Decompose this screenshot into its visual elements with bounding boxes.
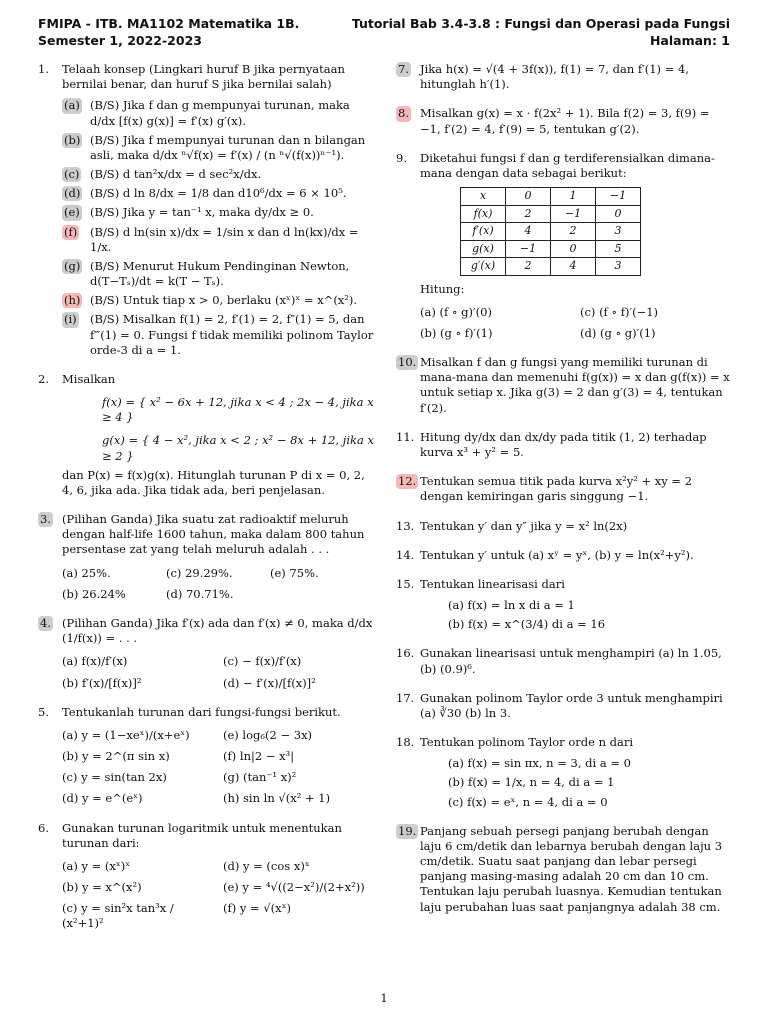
item-text: (B/S) d tan²x/dx = d sec²x/dx. — [90, 167, 262, 182]
table-cell: 0 — [506, 188, 551, 206]
item-label: (c) — [64, 167, 80, 182]
list-item — [62, 312, 374, 358]
problem-19 — [396, 824, 730, 915]
problem-number: 15. — [396, 576, 415, 591]
item-text: (B/S) Untuk tiap x > 0, berlaku (xˣ)ˣ = x^(x²). — [90, 293, 358, 308]
options — [62, 859, 374, 932]
page-number: 1 — [380, 990, 388, 1005]
option: (f) ln|2 − x³| — [223, 749, 295, 764]
table-cell: 0 — [596, 205, 641, 223]
piecewise-g: g(x) = { 4 − x², jika x < 2 ; x² − 8x + 12, jika x ≥ 2 } — [102, 433, 375, 463]
item-text: (B/S) Menurut Hukum Pendinginan Newton, d(T−Tₛ)/dt = k(T − Tₛ). — [90, 258, 350, 289]
item-text: (B/S) Jika f dan g mempunyai turunan, maka d/dx [f(x) g(x)] = f′(x) g′(x). — [90, 98, 350, 128]
table-cell: −1 — [596, 188, 641, 206]
problem-number: 6. — [38, 820, 49, 835]
table-cell: 3 — [596, 223, 641, 241]
option: (d) 70.71%. — [166, 586, 234, 601]
list-item: (a) f(x) = ln x di a = 1 — [448, 598, 575, 613]
option: (a) f(x)/f′(x) — [62, 654, 128, 669]
list-item: (a) f(x) = sin πx, n = 3, di a = 0 — [448, 756, 631, 771]
table-cell: 4 — [551, 258, 596, 276]
table-row — [461, 240, 641, 258]
problem-17 — [396, 691, 730, 721]
problem-8 — [396, 106, 730, 136]
problem-1 — [38, 62, 374, 358]
problem-7 — [396, 62, 730, 92]
table-cell: g(x) — [461, 240, 506, 258]
problem-number: 8. — [398, 106, 409, 121]
problem-number: 1. — [38, 62, 49, 76]
problem-text: Jika h(x) = √(4 + 3f(x)), f(1) = 7, dan f′(1) = 4, hitunglah h′(1). — [420, 62, 689, 92]
list-item — [62, 225, 374, 255]
problem-9 — [396, 151, 730, 341]
table-cell: g′(x) — [461, 258, 506, 276]
semester-label: Semester 1, 2022-2023 — [38, 33, 202, 48]
problem-4 — [38, 616, 374, 691]
problem-text: Gunakan polinom Taylor orde 3 untuk menghampiri (a) ∛30 (b) ln 3. — [420, 690, 723, 720]
item-label: (h) — [64, 293, 81, 308]
table-row — [461, 223, 641, 241]
item-text: (B/S) Jika f mempunyai turunan dan n bilangan asli, maka d/dx ⁿ√f(x) = f′(x) / (n ⁿ√(f(x))ⁿ⁻¹). — [90, 132, 366, 162]
option: (a) y = (1−xeˣ)/(x+eˣ) — [62, 727, 190, 742]
problem-number: 10. — [398, 355, 417, 370]
problem-number: 4. — [40, 615, 51, 630]
left-column — [38, 62, 374, 946]
problem-16 — [396, 646, 730, 676]
item-label: (b) — [64, 132, 81, 147]
item-label: (a) — [64, 98, 80, 113]
table-cell: x — [461, 188, 506, 206]
list-item — [62, 293, 374, 308]
table-cell: 2 — [506, 258, 551, 276]
options — [62, 654, 374, 690]
problem-text: Tentukan linearisasi dari — [420, 576, 565, 591]
problem-text: Gunakan turunan logaritmik untuk menentukan turunan dari: — [62, 820, 342, 850]
problem-number: 19. — [398, 823, 417, 838]
options — [420, 305, 730, 341]
problem-number: 2. — [38, 371, 49, 386]
list-item — [62, 205, 374, 220]
problem-15 — [396, 577, 730, 633]
problem-number: 12. — [398, 474, 417, 489]
problem-5 — [38, 705, 374, 807]
problem-text: Tentukanlah turunan dari fungsi-fungsi berikut. — [62, 704, 341, 719]
item-text: (B/S) Jika y = tan⁻¹ x, maka dy/dx ≥ 0. — [90, 205, 314, 220]
right-column — [396, 62, 730, 929]
option: (c) y = sin(tan 2x) — [62, 770, 167, 785]
item-label: (f) — [64, 224, 78, 239]
problem-number: 7. — [398, 62, 409, 76]
list-item: (b) f(x) = 1/x, n = 4, di a = 1 — [448, 775, 615, 790]
option: (a) y = (xˣ)ˣ — [62, 858, 131, 873]
option: (e) log₆(2 − 3x) — [223, 727, 313, 742]
hitung-label: Hitung: — [420, 281, 465, 296]
problem-text: Panjang sebuah persegi panjang berubah dengan laju 6 cm/detik dan lebarnya berubah dengan laju 3 cm/detik. Suatu saat panjang dan lebar persegi panjang masing-masing adalah 20 cm dan 10 cm. Tentukan laju perubah luasnya. Kemudian tentukan laju perubahan luas saat panjangnya adalah 38 cm. — [420, 823, 723, 914]
option: (b) (g ∘ f)′(1) — [420, 325, 493, 340]
problem-text: (Pilihan Ganda) Jika f′(x) ada dan f′(x) ≠ 0, maka d/dx (1/f(x)) = . . . — [62, 615, 373, 646]
list-item — [62, 186, 374, 201]
problem-text: (Pilihan Ganda) Jika suatu zat radioaktif meluruh dengan half-life 1600 tahun, maka dalam 800 tahun persentase zat yang telah meluruh adalah . . . — [62, 512, 365, 557]
problem-6 — [38, 821, 374, 932]
option: (e) 75%. — [270, 565, 319, 580]
option: (f) y = √(xˣ) — [223, 901, 291, 916]
table-row — [461, 258, 641, 276]
problem-text: Telaah konsep (Lingkari huruf B jika pernyataan bernilai benar, dan huruf S jika bernilai salah) — [62, 62, 345, 92]
problem-text: Tentukan y′ untuk (a) xʸ = yˣ, (b) y = ln(x²+y²). — [420, 547, 694, 562]
problem-text: dan P(x) = f(x)g(x). Hitunglah turunan P di x = 0, 2, 4, 6, jika ada. Jika tidak ada, beri penjelasan. — [62, 467, 365, 497]
piecewise-f: f(x) = { x² − 6x + 12, jika x < 4 ; 2x − 4, jika x ≥ 4 } — [102, 395, 374, 425]
table-row — [461, 205, 641, 223]
option: (c) (f ∘ f)′(−1) — [580, 304, 659, 319]
tutorial-title: Tutorial Bab 3.4-3.8 : Fungsi dan Operasi pada Fungsi — [351, 16, 730, 31]
option: (a) 25%. — [62, 565, 111, 580]
problem-text: Misalkan g(x) = x · f(2x² + 1). Bila f(2) = 3, f(9) = −1, f′(2) = 4, f′(9) = 5, tentukan g′(2). — [420, 106, 710, 136]
list-item — [62, 259, 374, 289]
problem-intro: Misalkan — [62, 371, 116, 386]
problem-number: 17. — [396, 690, 415, 705]
problem-18-items — [420, 756, 730, 810]
problem-10 — [396, 355, 730, 416]
option: (d) y = (cos x)ˣ — [223, 858, 310, 873]
option: (c) y = sin²x tan³x / (x²+1)² — [62, 901, 174, 931]
option: (b) y = x^(x²) — [62, 880, 142, 895]
problem-number: 5. — [38, 704, 49, 719]
option: (a) (f ∘ g)′(0) — [420, 304, 492, 319]
table-cell: −1 — [551, 205, 596, 223]
problem-14 — [396, 548, 730, 563]
table-row — [461, 188, 641, 206]
problem-12 — [396, 474, 730, 504]
list-item: (b) f(x) = x^(3/4) di a = 16 — [448, 617, 606, 632]
table-cell: f(x) — [461, 205, 506, 223]
options — [62, 566, 374, 602]
problem-number: 14. — [396, 547, 415, 562]
item-text: (B/S) d ln 8/dx = 1/8 dan d10⁶/dx = 6 × 10⁵. — [90, 186, 347, 201]
problem-text: Diketahui fungsi f dan g terdiferensialkan dimana-mana dengan data sebagai berikut: — [420, 150, 715, 180]
problem-number: 16. — [396, 646, 415, 661]
problem-number: 3. — [40, 512, 51, 527]
option: (c) − f(x)/f′(x) — [223, 654, 302, 669]
problem-text: Gunakan linearisasi untuk menghampiri (a) ln 1.05, (b) (0.9)⁶. — [420, 646, 722, 676]
problem-text: Hitung dy/dx dan dx/dy pada titik (1, 2) terhadap kurva x³ + y² = 5. — [420, 429, 707, 459]
table-cell: 5 — [596, 240, 641, 258]
problem-text: Tentukan y′ dan y″ jika y = x² ln(2x) — [420, 518, 628, 533]
item-label: (d) — [64, 186, 81, 201]
problem-number: 18. — [396, 735, 415, 750]
list-item — [62, 133, 374, 163]
option: (b) f′(x)/[f(x)]² — [62, 675, 142, 690]
option: (e) y = ⁴√((2−x²)/(2+x²)) — [223, 880, 365, 895]
option: (b) y = 2^(π sin x) — [62, 749, 170, 764]
table-cell: 1 — [551, 188, 596, 206]
problem-18 — [396, 735, 730, 810]
option: (d) (g ∘ g)′(1) — [580, 325, 656, 340]
data-table — [460, 187, 641, 276]
list-item — [62, 98, 374, 128]
course-title: FMIPA - ITB. MA1102 Matematika 1B. — [38, 16, 300, 31]
problem-number: 9. — [396, 150, 407, 165]
options — [62, 728, 374, 807]
problem-2 — [38, 372, 374, 498]
item-text: (B/S) Misalkan f(1) = 2, f′(1) = 2, f″(1) = 5, dan f‴(1) = 0. Fungsi f tidak memiliki polinom Taylor orde-3 di a = 1. — [90, 312, 374, 357]
problem-text: Tentukan polinom Taylor orde n dari — [420, 735, 634, 750]
problem-1-items — [62, 98, 374, 358]
problem-text: Misalkan f dan g fungsi yang memiliki turunan di mana-mana dan memenuhi f(g(x)) = x dan g(f(x)) = x untuk setiap x. Jika g(3) = 2 dan g′(3) = 4, tentukan f′(2). — [420, 355, 730, 415]
problem-15-items — [420, 598, 730, 632]
list-item: (c) f(x) = eˣ, n = 4, di a = 0 — [448, 794, 608, 809]
problem-number: 13. — [396, 518, 415, 533]
table-cell: f′(x) — [461, 223, 506, 241]
option: (c) 29.29%. — [166, 565, 233, 580]
option: (d) − f′(x)/[f(x)]² — [223, 675, 316, 690]
table-cell: 2 — [506, 205, 551, 223]
table-cell: 3 — [596, 258, 641, 276]
item-label: (g) — [64, 258, 81, 273]
item-text: (B/S) d ln(sin x)/dx = 1/sin x dan d ln(kx)/dx = 1/x. — [90, 224, 359, 254]
table-cell: 2 — [551, 223, 596, 241]
option: (h) sin ln √(x² + 1) — [223, 791, 331, 806]
problem-text: Tentukan semua titik pada kurva x²y² + xy = 2 dengan kemiringan garis singgung −1. — [420, 474, 693, 504]
option: (g) (tan⁻¹ x)² — [223, 770, 297, 785]
problem-number: 11. — [396, 429, 415, 444]
problem-11 — [396, 430, 730, 460]
table-cell: 0 — [551, 240, 596, 258]
item-label: (e) — [64, 205, 80, 220]
list-item — [62, 167, 374, 182]
table-cell: 4 — [506, 223, 551, 241]
option: (d) y = e^(eˣ) — [62, 791, 143, 806]
item-label: (i) — [64, 312, 77, 327]
table-cell: −1 — [506, 240, 551, 258]
problem-3 — [38, 512, 374, 602]
option: (b) 26.24% — [62, 586, 126, 601]
page-header — [38, 15, 730, 49]
problem-13 — [396, 519, 730, 534]
page-label: Halaman: 1 — [649, 33, 730, 48]
